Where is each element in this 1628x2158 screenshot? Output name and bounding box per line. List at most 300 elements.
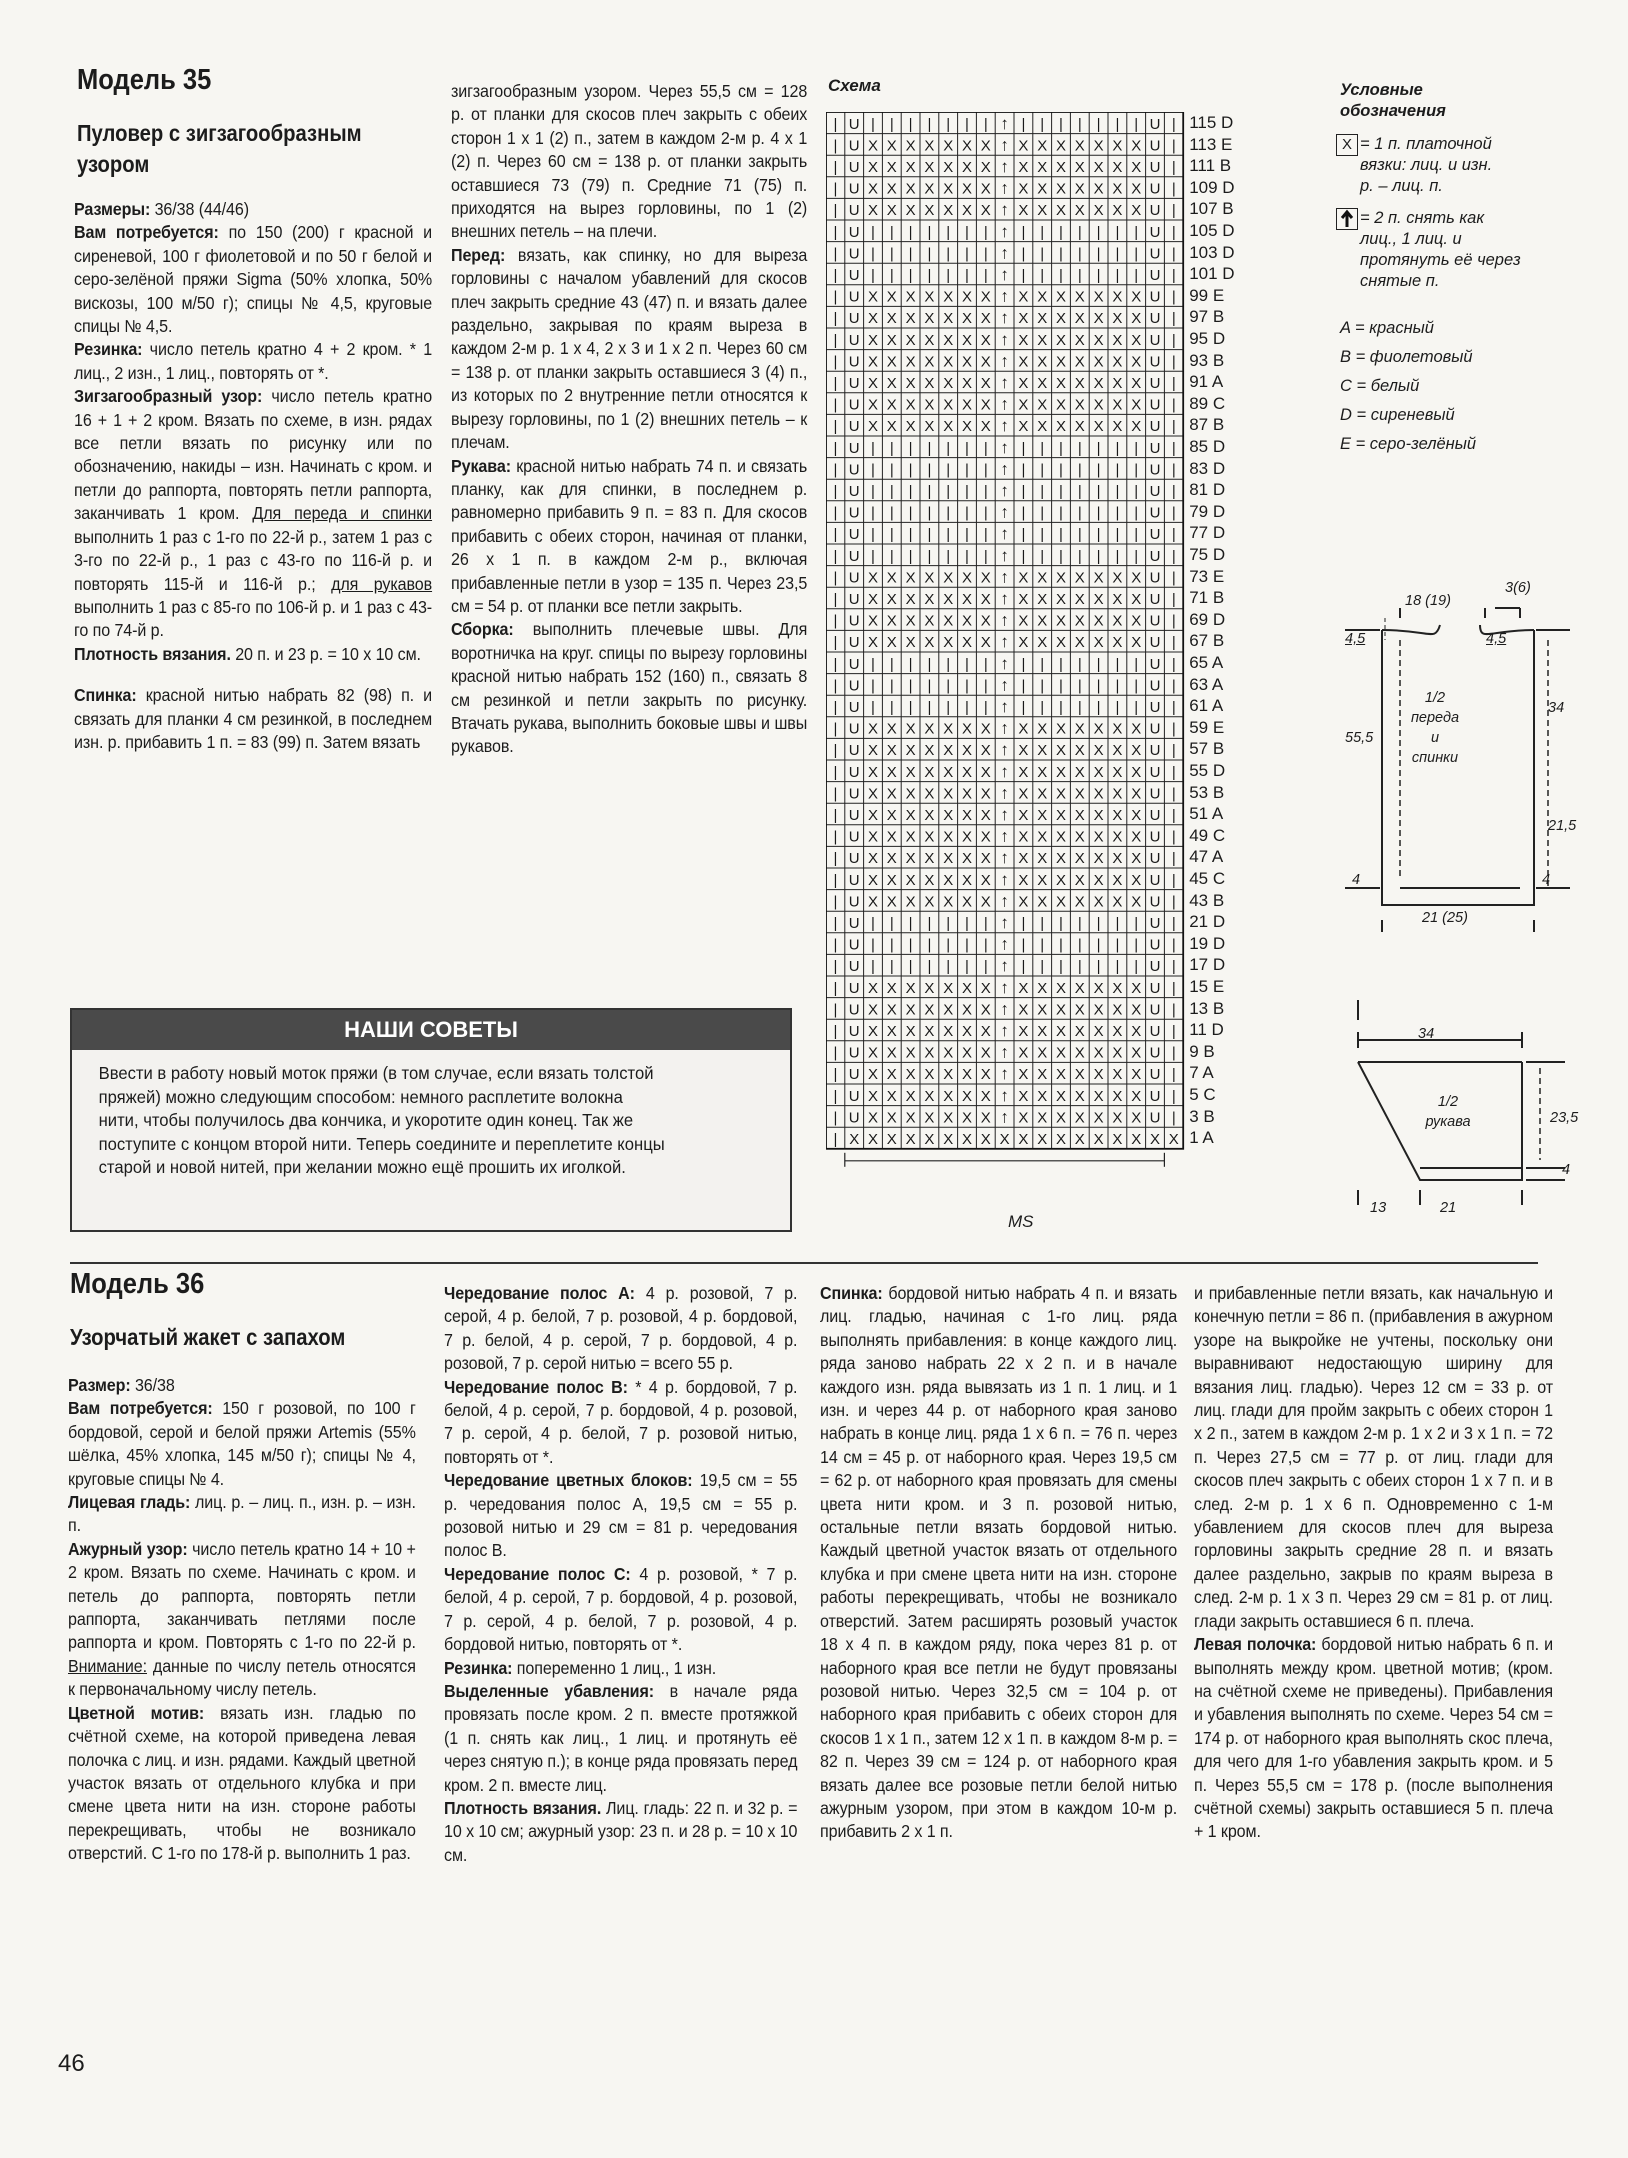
chart-cell: X bbox=[1018, 1131, 1029, 1149]
chart-cell: | bbox=[983, 504, 988, 522]
chart-cell: | bbox=[1096, 267, 1101, 285]
chart-cell: X bbox=[1131, 807, 1142, 825]
chart-cell: X bbox=[943, 591, 954, 609]
chart-cell: X bbox=[943, 353, 954, 371]
chart-cell: | bbox=[1077, 526, 1082, 544]
chart-cell: X bbox=[961, 871, 973, 889]
chart-cell: X bbox=[980, 612, 991, 630]
chart-cell: X bbox=[961, 288, 973, 306]
chart-cell: U bbox=[848, 634, 860, 652]
chart-cell: U bbox=[848, 828, 860, 846]
chart-cell: | bbox=[1171, 115, 1176, 133]
chart-cell: X bbox=[867, 1087, 879, 1105]
chart-cell: X bbox=[886, 137, 897, 155]
chart-cell: | bbox=[927, 936, 932, 954]
body-armhole: 34 bbox=[1548, 700, 1565, 716]
chart-cell: X bbox=[1037, 850, 1048, 868]
chart-cell: X bbox=[1093, 807, 1104, 825]
chart-cell: | bbox=[1021, 655, 1026, 673]
chart-cell: X bbox=[1055, 763, 1067, 781]
chart-cell: | bbox=[1171, 137, 1176, 155]
chart-cell: X bbox=[867, 310, 879, 328]
chart-cell: X bbox=[1074, 418, 1085, 436]
chart-cell: U bbox=[848, 547, 860, 565]
chart-cell: X bbox=[1055, 202, 1067, 220]
chart-cell: | bbox=[1096, 547, 1101, 565]
chart-cell: | bbox=[1171, 245, 1176, 263]
chart-cell: | bbox=[1171, 223, 1176, 241]
chart-cell: X bbox=[1037, 828, 1048, 846]
chart-cell: X bbox=[999, 1131, 1010, 1149]
chart-cell: | bbox=[1040, 958, 1045, 976]
chart-cell: X bbox=[867, 1001, 879, 1019]
chart-cell: | bbox=[1059, 936, 1063, 954]
chart-cell: X bbox=[867, 288, 879, 306]
chart-cell: X bbox=[943, 828, 954, 846]
chart-cell: X bbox=[1074, 807, 1085, 825]
chart-cell: U bbox=[1149, 634, 1161, 652]
chart-cell: | bbox=[833, 331, 838, 349]
chart-cell: X bbox=[867, 871, 879, 889]
chart-cell: U bbox=[848, 439, 860, 457]
body-shoulder: 3(6) bbox=[1505, 580, 1531, 596]
chart-cell: X bbox=[1093, 159, 1104, 177]
chart-cell: X bbox=[1093, 396, 1104, 414]
chart-cell: X bbox=[1093, 591, 1104, 609]
chart-cell: | bbox=[1115, 936, 1120, 954]
chart-cell: X bbox=[1112, 785, 1123, 803]
chart-cell: X bbox=[1018, 569, 1029, 587]
chart-cell: ↑ bbox=[1000, 1064, 1009, 1084]
chart-cell: U bbox=[848, 936, 860, 954]
chart-cell: X bbox=[905, 396, 916, 414]
chart-row-label: 53 B bbox=[1189, 782, 1225, 802]
chart-cell: ↑ bbox=[1000, 265, 1009, 285]
chart-cell: X bbox=[1112, 612, 1123, 630]
body-top-width: 18 (19) bbox=[1405, 593, 1451, 609]
chart-cell: X bbox=[1112, 1044, 1123, 1062]
chart-cell: X bbox=[1131, 310, 1142, 328]
tips-text: Ввести в работу новый моток пряжи (в том случае, если вязать толстой пряжей) можно следующим способом: немного расплетите волокна нити, чтобы получилось два кончика, и укоротите один конец. Так же поступите с концом второй нити. Теперь соедините и переплетите концы старой и новой нитей, при желании можно ещё прошить их иголкой. bbox=[98, 1063, 665, 1177]
chart-cell: X bbox=[1018, 310, 1029, 328]
chart-cell: | bbox=[908, 483, 913, 501]
chart-cell: X bbox=[1018, 353, 1029, 371]
chart-cell: X bbox=[886, 850, 897, 868]
chart-cell: | bbox=[1115, 245, 1120, 263]
chart-cell: | bbox=[1171, 526, 1176, 544]
chart-cell: X bbox=[961, 353, 973, 371]
chart-cell: X bbox=[1018, 807, 1029, 825]
chart-cell: X bbox=[1055, 137, 1067, 155]
chart-cell: X bbox=[1093, 353, 1104, 371]
chart-cell: X bbox=[886, 569, 897, 587]
chart-cell: X bbox=[905, 785, 916, 803]
chart-cell: X bbox=[905, 375, 916, 393]
chart-cell: X bbox=[886, 1023, 897, 1041]
chart-cell: X bbox=[1093, 1001, 1104, 1019]
chart-cell: ↑ bbox=[1000, 653, 1009, 673]
chart-cell: X bbox=[1131, 1066, 1142, 1084]
chart-cell: | bbox=[1096, 461, 1101, 479]
chart-cell: X bbox=[1037, 569, 1048, 587]
chart-cell: X bbox=[1112, 137, 1123, 155]
chart-cell: | bbox=[1059, 699, 1063, 717]
chart-cell: X bbox=[1093, 418, 1104, 436]
chart-cell: | bbox=[833, 353, 838, 371]
chart-cell: | bbox=[1171, 483, 1176, 501]
chart-cell: | bbox=[1059, 461, 1063, 479]
chart-cell: X bbox=[1112, 893, 1123, 911]
chart-cell: | bbox=[833, 483, 838, 501]
chart-cell: X bbox=[980, 1109, 991, 1127]
chart-cell: X bbox=[980, 1087, 991, 1105]
chart-cell: X bbox=[1037, 871, 1048, 889]
chart-row-label: 115 D bbox=[1189, 113, 1234, 132]
chart-cell: | bbox=[946, 915, 951, 933]
chart-cell: | bbox=[833, 1087, 838, 1105]
chart-cell: | bbox=[946, 547, 951, 565]
chart-cell: | bbox=[1171, 850, 1176, 868]
chart-cell: X bbox=[1112, 1023, 1123, 1041]
chart-cell: | bbox=[889, 936, 894, 954]
chart-cell: X bbox=[867, 1131, 879, 1149]
chart-cell: X bbox=[924, 1023, 935, 1041]
chart-cell: | bbox=[1134, 245, 1139, 263]
chart-cell: ↑ bbox=[1000, 697, 1009, 717]
chart-cell: | bbox=[871, 958, 875, 976]
body-width: 21 (25) bbox=[1422, 910, 1468, 926]
tips-box bbox=[70, 1008, 792, 1232]
chart-cell: X bbox=[886, 310, 897, 328]
chart-cell: | bbox=[946, 677, 951, 695]
chart-cell: U bbox=[1149, 461, 1161, 479]
chart-cell: X bbox=[1093, 785, 1104, 803]
chart-cell: U bbox=[848, 396, 860, 414]
chart-row-label: 19 D bbox=[1189, 933, 1226, 953]
chart-cell: X bbox=[980, 828, 991, 846]
chart-cell: | bbox=[908, 655, 913, 673]
chart-cell: | bbox=[1171, 1087, 1176, 1105]
chart-cell: X bbox=[1093, 569, 1104, 587]
chart-cell: ↑ bbox=[1000, 848, 1009, 868]
chart-cell: U bbox=[1149, 159, 1161, 177]
chart-cell: X bbox=[924, 871, 935, 889]
chart-row-label: 55 D bbox=[1189, 761, 1226, 780]
chart-row-label: 59 E bbox=[1189, 717, 1225, 737]
chart-cell: X bbox=[1131, 591, 1142, 609]
chart-cell: X bbox=[943, 785, 954, 803]
chart-cell: X bbox=[961, 1131, 973, 1149]
chart-cell: X bbox=[1112, 1109, 1123, 1127]
model36-col3: Спинка: бордовой нитью набрать 4 п. и вязать лиц. гладью, начиная с 1-го лиц. ряда выполнять прибавления: в конце каждого лиц. ряда заново набрать 22 х 2 п. и в начале каждого изн. ряда вывязать из 1 п. 1 лиц. и 1 изн. и через 44 р. от наборного края заново набрать в конце лиц. ряда 1 х 6 п. = 76 п. через 14 см = 45 р. от наборного края. Через 19,5 см = 62 р. от наборного края провязать для смены цвета нити кром. и 3 п. розовой нитью, остальные петли вязать бордовой нитью. Каждый цветной участок вязать от отдельного клубка и при смене цвета нити на изн. стороне работы перекрещивать, чтобы не возникало отверстий. Затем расширять розовый участок 18 х 4 п. в каждом ряду, пока через 81 р. от наборного края все петли не будут провязаны розовой нитью. Через 32,5 см = 104 р. от наборного края прибавить с обеих сторон для скосов 1 х 1 п., затем 12 х 1 п. в каждом 8-м р. = 82 п. Через 39 см = 124 р. от наборного края вязать далее все розовые петли белой нитью ажурным узором, при этом в каждом 10-м р. прибавить 2 х 1 п. bbox=[820, 1283, 1178, 1842]
chart-cell: X bbox=[1055, 1131, 1067, 1149]
chart-cell: X bbox=[1037, 310, 1048, 328]
chart-cell: | bbox=[965, 677, 969, 695]
chart-cell: X bbox=[961, 1001, 973, 1019]
chart-cell: X bbox=[867, 979, 879, 997]
chart-cell: ↑ bbox=[1000, 286, 1009, 306]
chart-cell: X bbox=[943, 1001, 954, 1019]
chart-cell: X bbox=[924, 288, 935, 306]
chart-cell: | bbox=[1171, 439, 1176, 457]
chart-cell: U bbox=[1149, 202, 1161, 220]
chart-cell: ↑ bbox=[1000, 178, 1009, 198]
chart-cell: U bbox=[1149, 418, 1161, 436]
chart-cell: | bbox=[1134, 699, 1139, 717]
chart-cell: X bbox=[1131, 569, 1142, 587]
chart-cell: | bbox=[1040, 936, 1045, 954]
chart-cell: X bbox=[961, 331, 973, 349]
body-rib-right: 4 bbox=[1542, 872, 1551, 888]
chart-cell: X bbox=[980, 871, 991, 889]
chart-cell: | bbox=[833, 936, 838, 954]
chart-cell: X bbox=[980, 159, 991, 177]
chart-cell: X bbox=[1055, 288, 1067, 306]
chart-cell: X bbox=[1074, 634, 1085, 652]
chart-cell: U bbox=[1149, 785, 1161, 803]
chart-cell: | bbox=[833, 159, 838, 177]
chart-cell: X bbox=[1131, 720, 1142, 738]
chart-cell: | bbox=[1059, 958, 1063, 976]
chart-cell: X bbox=[1074, 159, 1085, 177]
chart-cell: X bbox=[1112, 418, 1123, 436]
chart-cell: | bbox=[833, 1001, 838, 1019]
chart-cell: | bbox=[983, 461, 988, 479]
chart-cell: U bbox=[1149, 591, 1161, 609]
chart-cell: X bbox=[905, 871, 916, 889]
chart-cell: | bbox=[908, 245, 913, 263]
chart-cell: X bbox=[961, 742, 973, 760]
chart-cell: X bbox=[1055, 634, 1067, 652]
chart-cell: X bbox=[943, 1131, 954, 1149]
model35-col2: зигзагообразным узором. Через 55,5 см = 128 р. от планки для скосов плеч закрыть с обеих сторон 1 х 1 (2) п., затем в каждом 2-м р. 4 х 1 (2) п. Через 60 см = 138 р. от планки закрыть оставшиеся 73 (79) п. Средние 71 (75) п. приходятся на вырез горловины, по 1 (2) внешних петель – на плечи. Перед: вязать, как спинку, но для выреза горловины с началом убавлений для скосов плеч закрыть средние 43 (47) п. и вязать далее раздельно, закрывая по краям выреза в каждом 2-м р. 1 х 4, 2 х 3 и 1 х 2 п. Через 60 см = 138 р. от планки закрыть оставшиеся 3 (4) п., из которых по 2 внутренние петли относятся к вырезу горловины, по 1 (2) внешних петель – к плечам. Рукава: красной нитью набрать 74 п. и связать планку, как для спинки, в последнем р. равномерно прибавить 9 п. = 83 п. Для скосов прибавить с обеих сторон, начиная от планки, 26 х 1 п. в каждом 2-м р., включая прибавленные петли в узор = 135 п. Через 23,5 см = 54 р. от планки все петли закрыть. Сборка: выполнить плечевые швы. Для воротничка на круг. спицы по вырезу горловины красной нитью набрать 152 (160) п., связать 8 см резинкой и петли закрыть по рисунку. Втачать рукава, выполнить боковые швы и швы рукавов. bbox=[451, 81, 808, 757]
chart-cell: | bbox=[908, 115, 913, 133]
chart-cell: X bbox=[886, 742, 897, 760]
chart-cell: U bbox=[848, 655, 860, 673]
chart-cell: U bbox=[848, 958, 860, 976]
chart-cell: | bbox=[1021, 677, 1026, 695]
chart-cell: ↑ bbox=[1000, 481, 1009, 501]
chart-row-label: 57 B bbox=[1189, 739, 1225, 759]
chart-cell: X bbox=[1131, 1131, 1142, 1149]
chart-cell: U bbox=[848, 483, 860, 501]
chart-cell: | bbox=[927, 915, 932, 933]
chart-cell: U bbox=[848, 1023, 860, 1041]
chart-cell: X bbox=[924, 742, 935, 760]
chart-cell: | bbox=[833, 439, 838, 457]
chart-cell: | bbox=[1171, 634, 1176, 652]
chart-cell: X bbox=[1112, 375, 1123, 393]
chart-cell: X bbox=[1074, 1087, 1085, 1105]
model35-col1: Размеры: 36/38 (44/46) Вам потребуется: по 150 (200) г красной и сиреневой, 100 г фиолетовой и по 50 г белой и серо-зелёной пряжи Sigma (50% хлопка, 50% вискозы, 100 м/50 г); спицы № 4,5, круговые спицы № 4,5. Резинка: число петель кратно 4 + 2 кром. * 1 лиц., 2 изн., 1 лиц., повторять от *. Зигзагообразный узор: число петель кратно 16 + 1 + 2 кром. Вязать по схеме, в изн. рядах все петли вязать по рисунку или по обозначению, накиды – изн. Начинать с кром. и петли до раппорта, повторять петли раппорта, заканчивать 1 кром. Для переда и спинки выполнить 1 раз с 1-го по 22-й р., затем 1 раз с 3-го по 22-й р., 1 раз с 43-го по 116-й р. и повторять 115-й и 116-й р.; для рукавов выполнить 1 раз с 85-го по 106-й р. и 1 раз с 43-го по 74-й р. Плотность вязания. 20 п. и 23 р. = 10 х 10 см. Спинка: красной нитью набрать 82 (98) п. и связать для планки 4 см резинкой, в последнем изн. р. прибавить 1 п. = 83 (99) п. Затем вязать bbox=[74, 199, 433, 752]
chart-cell: | bbox=[946, 483, 951, 501]
body-rib-left: 4 bbox=[1352, 872, 1361, 888]
chart-cell: X bbox=[961, 1087, 973, 1105]
chart-cell: X bbox=[1131, 828, 1142, 846]
chart-cell: | bbox=[927, 115, 932, 133]
chart-cell: U bbox=[1149, 936, 1161, 954]
chart-cell: X bbox=[1055, 353, 1067, 371]
chart-cell: X bbox=[1074, 828, 1085, 846]
chart-row-label: 1 A bbox=[1189, 1128, 1214, 1148]
chart-cell: | bbox=[1021, 547, 1026, 565]
chart-cell: X bbox=[1055, 1001, 1067, 1019]
chart-cell: | bbox=[833, 850, 838, 868]
chart-cell: | bbox=[871, 439, 875, 457]
chart-cell: ↑ bbox=[1000, 913, 1009, 933]
chart-cell: X bbox=[1074, 310, 1085, 328]
chart-cell: | bbox=[1171, 267, 1176, 285]
chart-cell: X bbox=[1074, 979, 1085, 997]
chart-row-label: 91 A bbox=[1189, 372, 1224, 392]
chart-row-label: 71 B bbox=[1189, 588, 1225, 608]
chart-cell: X bbox=[943, 159, 954, 177]
chart-cell: | bbox=[1171, 331, 1176, 349]
chart-cell: X bbox=[1018, 1023, 1029, 1041]
chart-cell: | bbox=[983, 223, 988, 241]
chart-cell: X bbox=[1055, 159, 1067, 177]
chart-cell: | bbox=[1115, 526, 1120, 544]
chart-row-label: 99 E bbox=[1189, 285, 1225, 305]
chart-cell: X bbox=[867, 375, 879, 393]
chart-cell: X bbox=[943, 1044, 954, 1062]
chart-cell: | bbox=[927, 958, 932, 976]
chart-cell: | bbox=[1077, 936, 1082, 954]
chart-cell: X bbox=[980, 396, 991, 414]
chart-cell: | bbox=[965, 483, 969, 501]
chart-cell: X bbox=[1074, 137, 1085, 155]
chart-cell: X bbox=[886, 396, 897, 414]
chart-cell: U bbox=[848, 461, 860, 479]
chart-cell: ↑ bbox=[1000, 891, 1009, 911]
chart-row-label: 61 A bbox=[1189, 696, 1224, 716]
chart-cell: X bbox=[1074, 591, 1085, 609]
chart-cell: X bbox=[886, 202, 897, 220]
chart-cell: X bbox=[961, 569, 973, 587]
chart-cell: | bbox=[1115, 115, 1120, 133]
chart-cell: X bbox=[1074, 353, 1085, 371]
chart-cell: U bbox=[1149, 353, 1161, 371]
chart-cell: | bbox=[1134, 267, 1139, 285]
chart-cell: | bbox=[983, 677, 988, 695]
chart-cell: U bbox=[1149, 115, 1161, 133]
chart-cell: U bbox=[1149, 893, 1161, 911]
chart-cell: X bbox=[1112, 1066, 1123, 1084]
chart-cell: X bbox=[886, 1109, 897, 1127]
chart-cell: ↑ bbox=[1000, 437, 1009, 457]
chart-cell: X bbox=[1055, 893, 1067, 911]
chart-cell: ↑ bbox=[1000, 675, 1009, 695]
chart-cell: X bbox=[1112, 807, 1123, 825]
chart-cell: X bbox=[1037, 634, 1048, 652]
chart-cell: X bbox=[1018, 850, 1029, 868]
chart-cell: X bbox=[886, 871, 897, 889]
chart-cell: | bbox=[1040, 547, 1045, 565]
chart-cell: | bbox=[965, 936, 969, 954]
body-right-top: 4,5 bbox=[1486, 631, 1507, 647]
chart-cell: X bbox=[980, 720, 991, 738]
chart-cell: X bbox=[924, 353, 935, 371]
chart-cell: ↑ bbox=[1000, 373, 1009, 393]
chart-cell: X bbox=[886, 720, 897, 738]
chart-cell: X bbox=[1093, 720, 1104, 738]
chart-cell: | bbox=[1115, 655, 1120, 673]
chart-cell: | bbox=[927, 483, 932, 501]
chart-cell: X bbox=[943, 742, 954, 760]
chart-cell: X bbox=[943, 418, 954, 436]
chart-cell: X bbox=[867, 612, 879, 630]
chart-cell: X bbox=[1112, 1001, 1123, 1019]
chart-cell: X bbox=[1093, 202, 1104, 220]
chart-cell: X bbox=[905, 634, 916, 652]
chart-cell: X bbox=[886, 1066, 897, 1084]
sleeve-bottom-left: 13 bbox=[1370, 1200, 1387, 1216]
chart-cell: | bbox=[1096, 483, 1101, 501]
chart-cell: X bbox=[980, 1044, 991, 1062]
chart-row-label: 107 B bbox=[1189, 199, 1234, 219]
chart-cell: X bbox=[961, 1066, 973, 1084]
chart-cell: X bbox=[867, 591, 879, 609]
chart-cell: | bbox=[1171, 1109, 1176, 1127]
chart-cell: X bbox=[961, 202, 973, 220]
chart-cell: X bbox=[867, 159, 879, 177]
chart-cell: X bbox=[1074, 850, 1085, 868]
chart-cell: | bbox=[1171, 461, 1176, 479]
chart-cell: U bbox=[1149, 223, 1161, 241]
chart-cell: X bbox=[961, 396, 973, 414]
decrease-arrow-icon bbox=[1336, 208, 1358, 230]
chart-cell: X bbox=[1074, 569, 1085, 587]
chart-cell: | bbox=[871, 915, 875, 933]
chart-cell: X bbox=[1093, 288, 1104, 306]
chart-cell: U bbox=[1149, 267, 1161, 285]
chart-cell: X bbox=[1037, 1044, 1048, 1062]
chart-cell: | bbox=[1134, 547, 1139, 565]
chart-cell: | bbox=[1096, 223, 1101, 241]
chart-cell: X bbox=[1074, 1023, 1085, 1041]
chart-cell: | bbox=[1134, 526, 1139, 544]
chart-cell: | bbox=[1134, 936, 1139, 954]
chart-cell: | bbox=[1059, 439, 1063, 457]
chart-cell: X bbox=[1018, 159, 1029, 177]
chart-cell: | bbox=[833, 612, 838, 630]
chart-cell: X bbox=[905, 202, 916, 220]
chart-cell: | bbox=[833, 202, 838, 220]
chart-cell: X bbox=[924, 418, 935, 436]
chart-cell: X bbox=[943, 634, 954, 652]
chart-cell: ↑ bbox=[1000, 869, 1009, 889]
chart-cell: ↑ bbox=[1000, 977, 1009, 997]
chart-cell: | bbox=[1134, 504, 1139, 522]
chart-cell: X bbox=[1018, 612, 1029, 630]
chart-cell: X bbox=[1112, 288, 1123, 306]
chart-cell: | bbox=[908, 439, 913, 457]
chart-cell: X bbox=[1093, 742, 1104, 760]
chart-cell: X bbox=[886, 893, 897, 911]
chart-cell: X bbox=[1131, 1001, 1142, 1019]
chart-cell: | bbox=[983, 245, 988, 263]
chart-cell: | bbox=[1171, 180, 1176, 198]
chart-cell: X bbox=[1112, 871, 1123, 889]
chart-cell: | bbox=[1171, 310, 1176, 328]
chart-cell: | bbox=[1077, 699, 1082, 717]
legend-sym2: = 2 п. снять как лиц., 1 лиц. и протянуть её через снятые п. bbox=[1340, 208, 1580, 300]
model36-col1: Размер: 36/38 Вам потребуется: 150 г розовой, по 100 г бордовой, серой и белой пряжи Artemis (55% шёлка, 45% хлопка, 145 м/50 г); спицы № 4, круговые спицы № 4. Лицевая гладь: лиц. р. – лиц. п., изн. р. – изн. п. Ажурный узор: число петель кратно 14 + 10 + 2 кром. Вязать по схеме. Начинать с кром. и петель до раппорта, повторять петли раппорта, заканчивать петлями после раппорта и кром. Повторять с 1-го по 22-й р. Внимание: данные по числу петель относятся к первоначальному числу петель. Цветной мотив: вязать изн. гладью по счётной схеме, на которой приведена левая полочка с лиц. и изн. рядами. Каждый цветной участок вязать от отдельного клубка и при смене цвета нити на изн. стороне работы перекрещивать, чтобы не возникало отверстий. С 1-го по 178-й р. выполнить 1 раз. bbox=[68, 1375, 416, 1864]
chart-cell: | bbox=[833, 742, 838, 760]
chart-cell: | bbox=[871, 483, 875, 501]
chart-cell: X bbox=[1112, 591, 1123, 609]
chart-cell: U bbox=[848, 1044, 860, 1062]
